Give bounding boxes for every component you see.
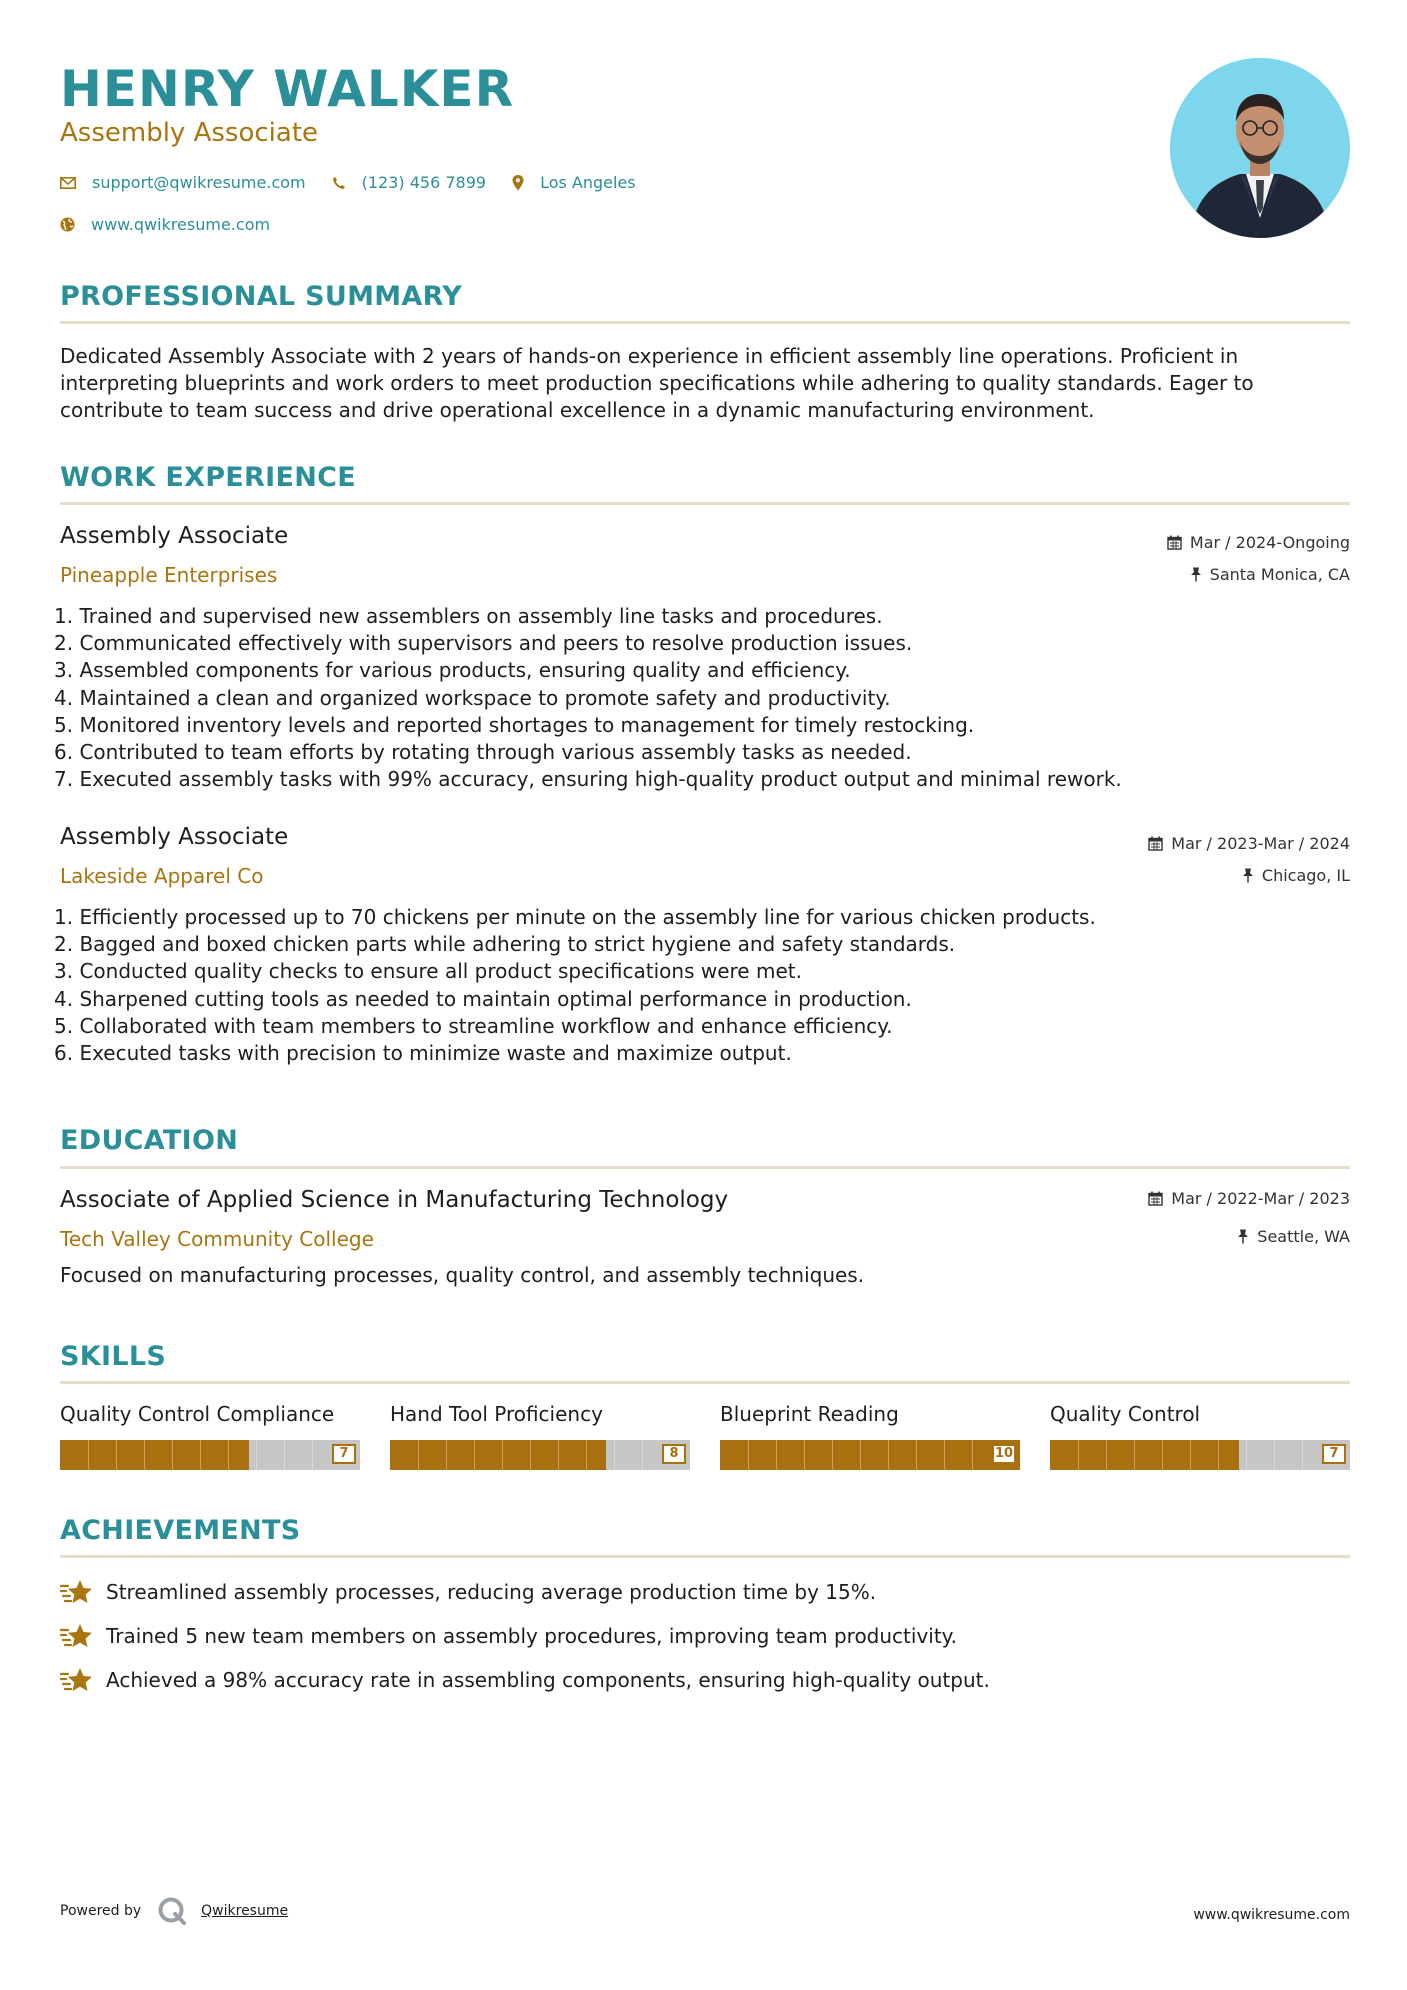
email-icon — [60, 177, 76, 189]
achievement-item — [60, 1666, 990, 1694]
skill-bar-segment — [804, 1440, 805, 1470]
job-bullet: 6. Contributed to team efforts by rotating through various assembly tasks as needed. — [54, 740, 912, 765]
achievement-item — [60, 1622, 957, 1650]
job-bullet: 6. Executed tasks with precision to minimize waste and maximize output. — [54, 1041, 792, 1066]
achievement-text: Trained 5 new team members on assembly procedures, improving team productivity. — [106, 1624, 958, 1648]
globe-icon — [60, 217, 75, 232]
skill-bar-segment — [88, 1440, 89, 1470]
achievement-item — [60, 1578, 876, 1606]
skill-score: 10 — [992, 1444, 1016, 1464]
portrait-illustration — [1170, 58, 1350, 238]
job-location-text: Chicago, IL — [1261, 866, 1350, 885]
profile-photo — [1170, 58, 1350, 238]
education-description: Focused on manufacturing processes, quality control, and assembly techniques. — [60, 1263, 865, 1287]
skill-bar — [390, 1440, 690, 1470]
calendar-icon — [1167, 535, 1182, 550]
contact-location — [512, 173, 636, 192]
section-divider — [60, 1381, 1350, 1384]
job-bullet: 3. Assembled components for various products, ensuring quality and efficiency. — [54, 658, 851, 683]
powered-by-label: Powered by — [60, 1903, 142, 1919]
skill-bar-fill — [390, 1440, 606, 1470]
skills-heading: SKILLS — [60, 1341, 167, 1372]
skill-bar-segment — [1190, 1440, 1191, 1470]
skill-bar-segment — [418, 1440, 419, 1470]
skill-label: Hand Tool Proficiency — [390, 1402, 603, 1426]
skill-bar-segment — [200, 1440, 201, 1470]
skill-bar-segment — [284, 1440, 285, 1470]
section-divider — [60, 1166, 1350, 1169]
skill-bar-segment — [312, 1440, 313, 1470]
skill-bar-segment — [474, 1440, 475, 1470]
education-location-text: Seattle, WA — [1257, 1227, 1350, 1246]
calendar-icon — [1148, 836, 1163, 851]
degree-title: Associate of Applied Science in Manufacturing Technology — [60, 1187, 729, 1213]
summary-heading: PROFESSIONAL SUMMARY — [60, 281, 463, 312]
job-bullet: 4. Maintained a clean and organized workspace to promote safety and productivity. — [54, 685, 891, 710]
job-dates-text: Mar / 2023-Mar / 2024 — [1171, 834, 1350, 853]
job-bullet: 5. Collaborated with team members to streamline workflow and enhance efficiency. — [54, 1013, 893, 1038]
job-bullet: 1. Trained and supervised new assemblers on assembly line tasks and procedures. — [54, 604, 883, 628]
skill-bar-segment — [116, 1440, 117, 1470]
email-text: support@qwikresume.com — [92, 173, 306, 192]
skill-bar-segment — [228, 1440, 229, 1470]
skill-score: 7 — [1322, 1444, 1346, 1464]
skill-bar-segment — [944, 1440, 945, 1470]
skill-bar-segment — [888, 1440, 889, 1470]
job-dates-text: Mar / 2024-Ongoing — [1189, 533, 1350, 552]
candidate-title: Assembly Associate — [60, 118, 319, 148]
skill-item — [1050, 1402, 1350, 1470]
achievement-text: Streamlined assembly processes, reducing average production time by 15%. — [106, 1580, 877, 1604]
skill-bar-segment — [446, 1440, 447, 1470]
experience-heading: WORK EXPERIENCE — [60, 462, 356, 493]
skill-label: Blueprint Reading — [720, 1402, 899, 1426]
star-achievement-icon — [60, 1622, 94, 1650]
job-bullet: 1. Efficiently processed up to 70 chickens per minute on the assembly line for various chicken products. — [54, 905, 1096, 929]
job-dates — [1148, 834, 1350, 853]
skill-label: Quality Control Compliance — [60, 1402, 335, 1426]
qwikresume-link[interactable]: Qwikresume — [201, 1903, 289, 1919]
skill-bar-segment — [256, 1440, 257, 1470]
skill-item — [60, 1402, 360, 1470]
job-bullets — [54, 904, 1096, 1067]
summary-line: Dedicated Assembly Associate with 2 years of hands-on experience in efficient assembly line operations. Proficient in — [60, 344, 1239, 368]
skill-label: Quality Control — [1050, 1402, 1201, 1426]
calendar-icon — [1148, 1191, 1163, 1206]
education-dates — [1148, 1189, 1350, 1208]
website-row — [60, 215, 296, 234]
job-title: Assembly Associate — [60, 824, 289, 850]
skill-bar-segment — [1302, 1440, 1303, 1470]
footer-website[interactable]: www.qwikresume.com — [1193, 1907, 1350, 1923]
skill-bar-segment — [832, 1440, 833, 1470]
job-location-text: Santa Monica, CA — [1209, 565, 1350, 584]
phone-text: (123) 456 7899 — [361, 173, 487, 192]
achievements-heading: ACHIEVEMENTS — [60, 1515, 301, 1546]
skill-bar-segment — [972, 1440, 973, 1470]
contact-row — [60, 173, 662, 192]
job-bullet: 3. Conducted quality checks to ensure all product specifications were met. — [54, 959, 802, 984]
education-dates-text: Mar / 2022-Mar / 2023 — [1171, 1189, 1350, 1208]
job-location — [1190, 565, 1350, 584]
summary-line: contribute to team success and drive operational excellence in a dynamic manufacturing environment. — [60, 398, 1095, 422]
skill-bar-segment — [916, 1440, 917, 1470]
job-bullet: 2. Communicated effectively with supervisors and peers to resolve production issues. — [54, 631, 913, 656]
section-divider — [60, 1555, 1350, 1558]
education-location — [1237, 1227, 1350, 1246]
skill-bar-segment — [642, 1440, 643, 1470]
skill-bar-segment — [860, 1440, 861, 1470]
job-location — [1242, 866, 1350, 885]
skill-bar-segment — [776, 1440, 777, 1470]
skill-bar-segment — [558, 1440, 559, 1470]
star-achievement-icon — [60, 1578, 94, 1606]
skill-bar-segment — [1106, 1440, 1107, 1470]
skill-bar-segment — [1246, 1440, 1247, 1470]
job-dates — [1167, 533, 1350, 552]
section-divider — [60, 502, 1350, 505]
star-achievement-icon — [60, 1666, 94, 1694]
skill-bar-segment — [1134, 1440, 1135, 1470]
pushpin-icon — [1190, 567, 1202, 582]
summary-text — [60, 343, 1350, 424]
skill-bar-segment — [586, 1440, 587, 1470]
skill-score: 7 — [332, 1444, 356, 1464]
job-bullets — [54, 603, 1122, 793]
achievement-text: Achieved a 98% accuracy rate in assembling components, ensuring high-quality output. — [106, 1668, 990, 1692]
job-title: Assembly Associate — [60, 523, 289, 549]
job-bullet: 5. Monitored inventory levels and reported shortages to management for timely restocking. — [54, 712, 975, 737]
candidate-name: HENRY WALKER — [60, 60, 515, 118]
school-name: Tech Valley Community College — [60, 1227, 374, 1251]
job-bullet: 2. Bagged and boxed chicken parts while adhering to strict hygiene and safety standards. — [54, 932, 956, 957]
job-company: Pineapple Enterprises — [60, 563, 278, 587]
skill-bar — [1050, 1440, 1350, 1470]
skill-bar-fill — [720, 1440, 1020, 1470]
job-company: Lakeside Apparel Co — [60, 864, 264, 888]
skill-item — [390, 1402, 690, 1470]
location-text: Los Angeles — [540, 173, 636, 192]
contact-email[interactable] — [60, 173, 306, 192]
job-bullet: 7. Executed assembly tasks with 99% accuracy, ensuring high-quality product output and minimal rework. — [54, 767, 1122, 792]
job-bullet: 4. Sharpened cutting tools as needed to maintain optimal performance in production. — [54, 986, 912, 1011]
website-text: www.qwikresume.com — [91, 215, 271, 234]
skill-bar-segment — [1162, 1440, 1163, 1470]
pushpin-icon — [1237, 1229, 1249, 1244]
location-pin-icon — [512, 175, 524, 191]
resume-page — [54, 0, 1350, 1990]
skill-bar-segment — [1078, 1440, 1079, 1470]
skill-bar-segment — [614, 1440, 615, 1470]
footer-powered-by — [60, 1896, 288, 1926]
skill-bar-segment — [530, 1440, 531, 1470]
summary-line: interpreting blueprints and work orders to meet production specifications while adhering to quality standards. Eager to — [60, 371, 1254, 395]
skill-bar-segment — [1274, 1440, 1275, 1470]
skill-item — [720, 1402, 1020, 1470]
skill-bar-segment — [502, 1440, 503, 1470]
skill-bar — [60, 1440, 360, 1470]
skill-score: 8 — [662, 1444, 686, 1464]
contact-phone[interactable] — [332, 173, 486, 192]
skill-bar-segment — [144, 1440, 145, 1470]
skill-bar-segment — [748, 1440, 749, 1470]
skill-bar-segment — [172, 1440, 173, 1470]
skill-bar — [720, 1440, 1020, 1470]
education-heading: EDUCATION — [60, 1125, 239, 1156]
qwikresume-logo-icon — [157, 1896, 187, 1926]
pushpin-icon — [1242, 868, 1254, 883]
section-divider — [60, 321, 1350, 324]
skill-bar-segment — [1218, 1440, 1219, 1470]
contact-website[interactable] — [60, 215, 270, 234]
phone-icon — [332, 176, 346, 190]
